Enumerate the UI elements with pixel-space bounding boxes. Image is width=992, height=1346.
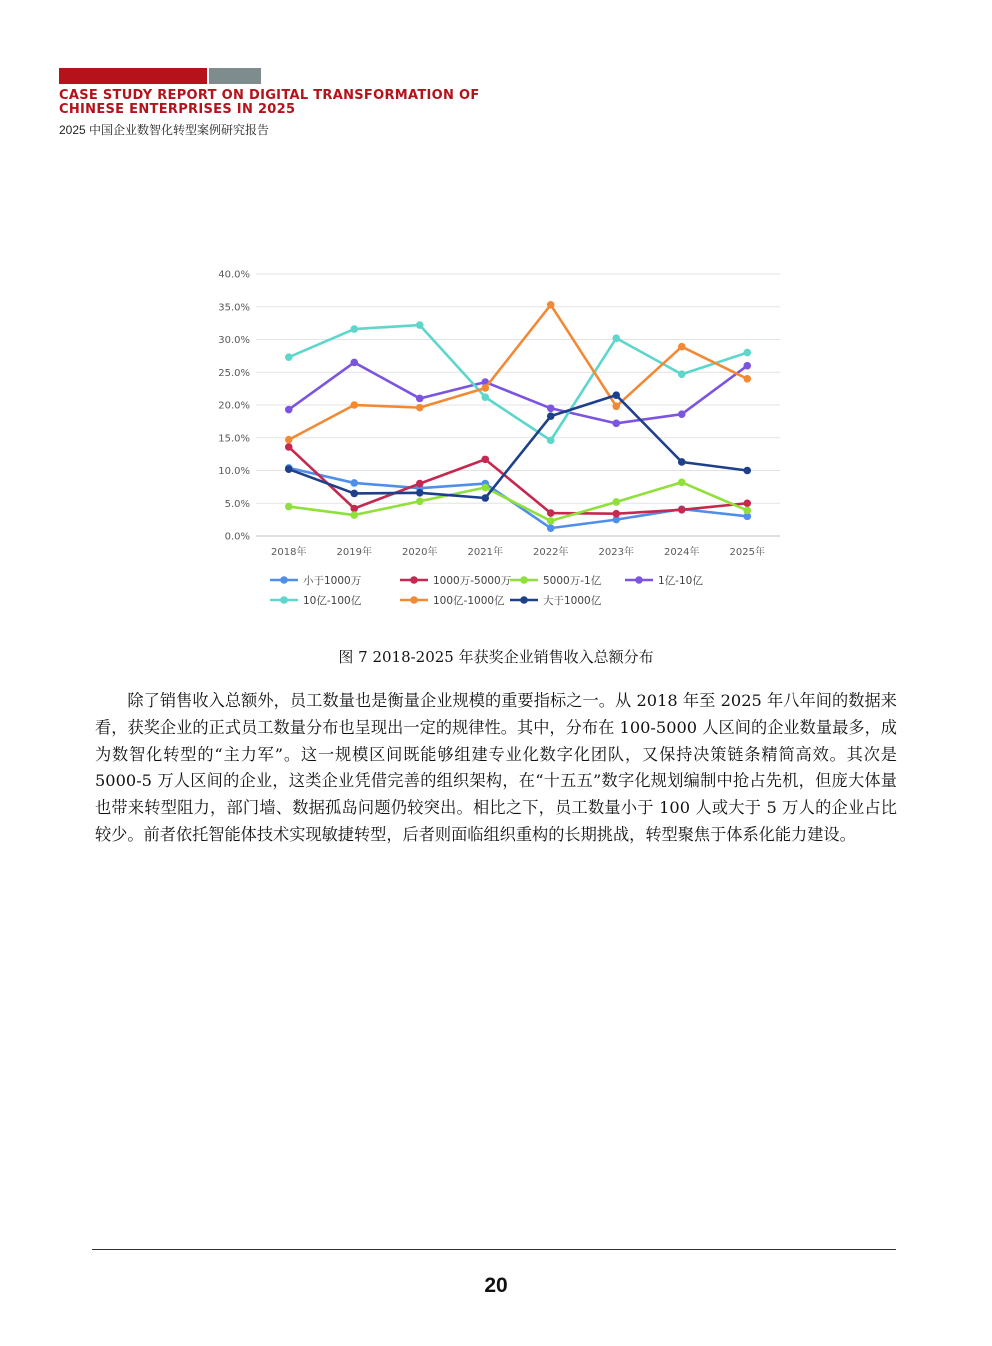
- revenue-distribution-line-chart: [190, 258, 800, 618]
- legend-label: 小于1000万: [303, 575, 362, 587]
- chart-y-axis: [218, 270, 250, 543]
- data-point: [416, 489, 424, 497]
- legend-label: 1亿-10亿: [658, 575, 703, 587]
- data-point: [350, 479, 358, 487]
- data-point: [743, 349, 751, 357]
- data-point: [612, 420, 620, 428]
- y-tick-label: 10.0%: [218, 466, 250, 477]
- data-point: [285, 353, 293, 361]
- data-point: [612, 403, 620, 411]
- x-tick-label: 2023年: [598, 547, 634, 558]
- legend-entry: [625, 574, 703, 587]
- data-point: [743, 507, 751, 515]
- chart-gridlines: [256, 274, 780, 536]
- legend-entry: [510, 594, 602, 607]
- x-tick-label: 2022年: [533, 547, 569, 558]
- data-point: [481, 384, 489, 392]
- data-point: [285, 503, 293, 511]
- data-point: [547, 437, 555, 445]
- data-point: [350, 490, 358, 498]
- y-tick-label: 15.0%: [218, 433, 250, 445]
- header-grey-bar: [209, 68, 261, 84]
- data-point: [678, 506, 686, 514]
- series-line: [289, 468, 748, 528]
- x-tick-label: 2020年: [402, 547, 438, 558]
- y-tick-label: 35.0%: [218, 302, 250, 314]
- data-point: [743, 467, 751, 475]
- legend-label: 10亿-100亿: [303, 595, 362, 607]
- data-point: [350, 505, 358, 513]
- legend-label: 100亿-1000亿: [433, 595, 505, 607]
- data-point: [547, 517, 555, 525]
- legend-entry: [270, 574, 362, 587]
- data-point: [612, 334, 620, 342]
- legend-marker: [280, 576, 288, 584]
- data-point: [350, 325, 358, 333]
- data-point: [743, 362, 751, 370]
- data-point: [678, 458, 686, 466]
- x-tick-label: 2018年: [271, 547, 307, 558]
- legend-label: 大于1000亿: [543, 595, 602, 607]
- data-point: [678, 478, 686, 486]
- x-tick-label: 2024年: [664, 547, 700, 558]
- data-point: [481, 494, 489, 502]
- data-point: [743, 499, 751, 507]
- header-red-bar: [59, 68, 207, 84]
- y-tick-label: 40.0%: [218, 269, 250, 281]
- data-point: [547, 404, 555, 412]
- figure-caption: 图 7 2018-2025 年获奖企业销售收入总额分布: [338, 648, 654, 666]
- data-point: [285, 436, 293, 444]
- data-point: [481, 393, 489, 401]
- y-tick-label: 30.0%: [218, 335, 250, 346]
- data-point: [547, 524, 555, 532]
- x-tick-label: 2025年: [729, 547, 765, 558]
- y-tick-label: 0.0%: [224, 531, 250, 543]
- footer-divider: [92, 1249, 896, 1250]
- legend-entry: [400, 594, 505, 607]
- series-group: [285, 464, 751, 532]
- data-point: [285, 443, 293, 451]
- series-group: [285, 359, 751, 428]
- legend-marker: [520, 596, 528, 604]
- data-point: [612, 510, 620, 518]
- data-point: [547, 301, 555, 309]
- chart-x-axis: [271, 545, 765, 558]
- data-point: [350, 401, 358, 409]
- data-point: [416, 480, 424, 488]
- data-point: [612, 498, 620, 506]
- series-line: [289, 325, 748, 440]
- data-point: [416, 395, 424, 403]
- legend-marker: [410, 576, 418, 584]
- data-point: [547, 509, 555, 517]
- legend-entry: [270, 594, 362, 607]
- x-tick-label: 2021年: [467, 547, 503, 558]
- data-point: [416, 497, 424, 505]
- data-point: [481, 484, 489, 492]
- data-point: [612, 391, 620, 399]
- data-point: [743, 375, 751, 383]
- chart-legend: [270, 574, 703, 607]
- data-point: [350, 359, 358, 367]
- y-tick-label: 25.0%: [218, 367, 250, 379]
- y-tick-label: 20.0%: [218, 400, 250, 412]
- body-paragraph: 除了销售收入总额外，员工数量也是衡量企业规模的重要指标之一。从 2018 年至 2025 年八年间的数据来看，获奖企业的正式员工数量分布也呈现出一定的规律性。其中，分布在 100-5000 人区间的企业数量最多，成为数智化转型的“主力军”。这一规模区间既能够组建专业化数字化团队，又保持决策链条精简高效。其次是 5000-5 万人区间的企业，这类企业凭借完善的组织架构，在“十五五”数字化规划编制中抢占先机，但庞大体量也带来转型阻力，部门墙、数据孤岛问题仍较突出。相比之下，员工数量小于 100 人或大于 5 万人的企业占比较少。前者依托智能体技术实现敏捷转型，后者则面临组织重构的长期挑战，转型聚焦于体系化能力建设。: [95, 691, 897, 844]
- data-point: [350, 511, 358, 519]
- report-title-en-line2: CHINESE ENTERPRISES IN 2025: [59, 102, 296, 117]
- legend-entry: [400, 575, 512, 587]
- legend-marker: [410, 596, 418, 604]
- legend-entry: [510, 574, 602, 587]
- data-point: [678, 370, 686, 378]
- data-point: [285, 406, 293, 414]
- data-point: [285, 465, 293, 473]
- legend-marker: [520, 576, 528, 584]
- report-title-cn: 2025 中国企业数智化转型案例研究报告: [59, 123, 270, 137]
- data-point: [678, 343, 686, 351]
- legend-label: 1000万-5000万: [433, 575, 512, 587]
- data-point: [678, 410, 686, 418]
- data-point: [416, 321, 424, 329]
- legend-label: 5000万-1亿: [543, 575, 602, 587]
- report-title-en: [59, 89, 579, 117]
- data-point: [481, 456, 489, 464]
- x-tick-label: 2019年: [336, 547, 372, 558]
- report-title-en-line1: CASE STUDY REPORT ON DIGITAL TRANSFORMATION OF: [59, 88, 480, 103]
- chart-series: [285, 301, 751, 532]
- data-point: [416, 404, 424, 412]
- page-number: 20: [484, 1274, 508, 1297]
- data-point: [547, 412, 555, 420]
- legend-marker: [280, 596, 288, 604]
- y-tick-label: 5.0%: [224, 498, 250, 510]
- legend-marker: [635, 576, 643, 584]
